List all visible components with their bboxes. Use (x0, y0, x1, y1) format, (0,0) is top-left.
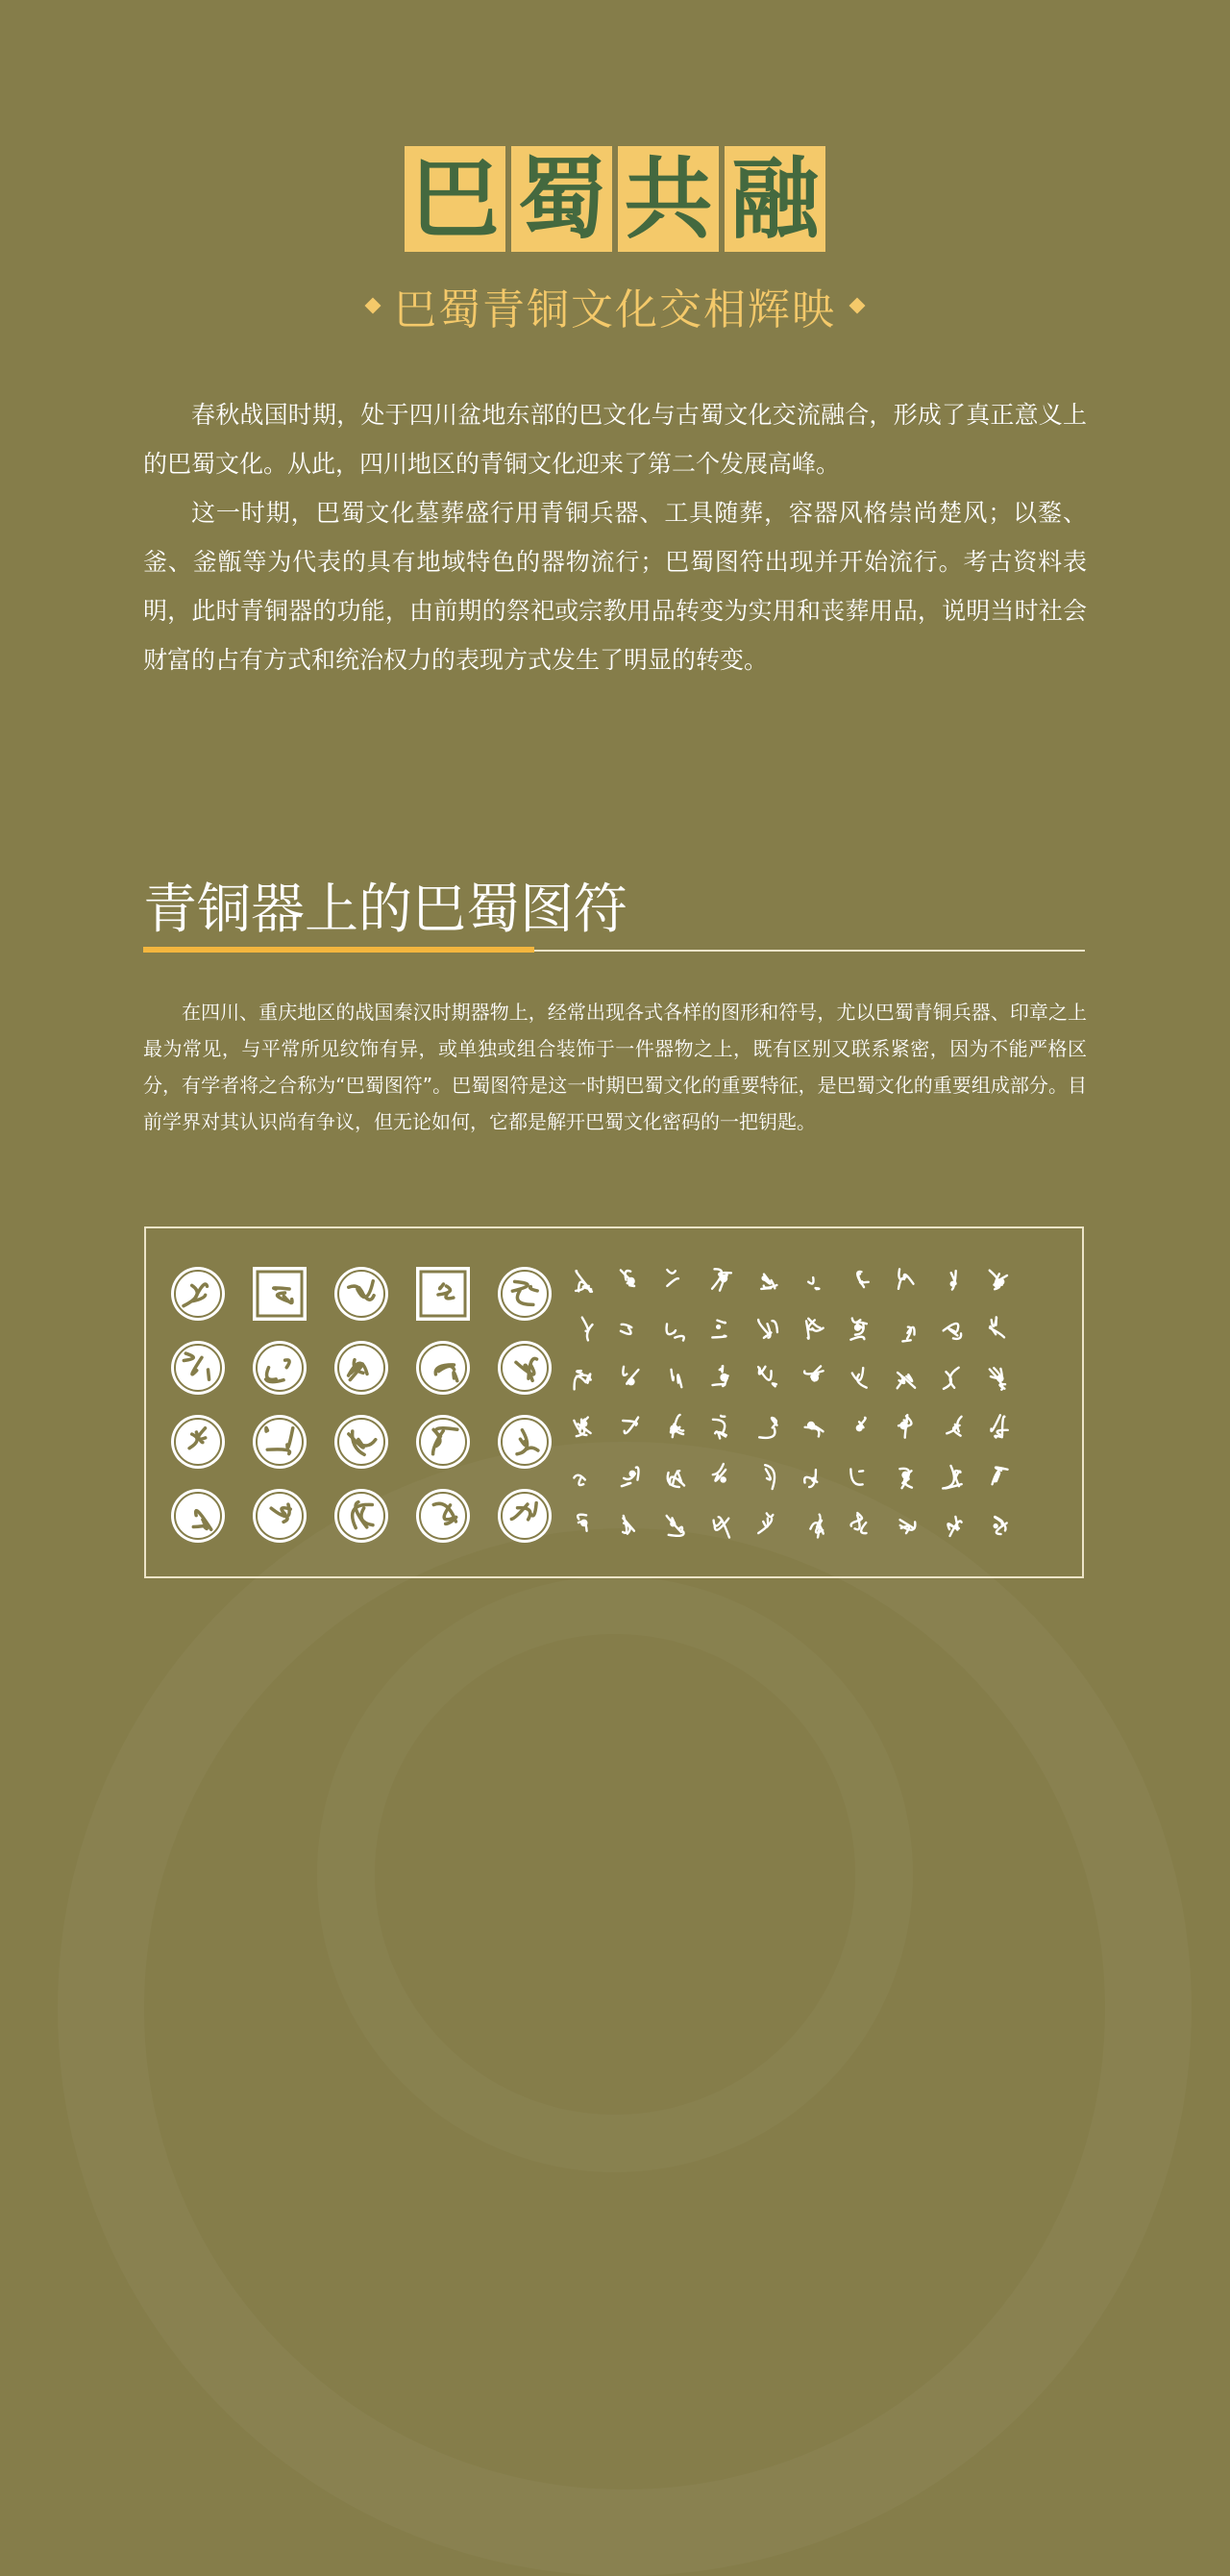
seal-icon (334, 1341, 388, 1395)
glyph-icon (621, 1325, 631, 1334)
subtitle-row (0, 275, 1230, 336)
glyph-icon (900, 1520, 916, 1533)
glyph-icon (990, 1317, 1004, 1337)
section-title: 青铜器上的巴蜀图符 (143, 879, 627, 941)
glyph-icon (947, 1417, 961, 1436)
glyph-icon (622, 1468, 639, 1487)
glyph-icon (898, 1373, 915, 1388)
glyph-icon (804, 1366, 824, 1381)
glyph-icon (667, 1516, 684, 1536)
title-char: 融 (725, 146, 825, 252)
glyph-icon (808, 1277, 819, 1289)
subtitle: 巴蜀青铜文化交相辉映 (394, 285, 836, 334)
glyph-icon (623, 1367, 638, 1386)
seal-icon (253, 1489, 307, 1543)
glyph-icon (667, 1270, 678, 1286)
seal-icon (171, 1341, 225, 1395)
glyph-icon (898, 1415, 911, 1438)
glyph-icon (621, 1270, 635, 1286)
glyph-icon (850, 1469, 863, 1484)
glyph-icon (765, 1465, 775, 1489)
glyph-icon (993, 1517, 1006, 1534)
seal-icon (171, 1267, 225, 1321)
glyph-icon (668, 1471, 684, 1487)
glyph-icon (574, 1418, 590, 1437)
glyph-icon (856, 1418, 866, 1431)
glyph-icon (991, 1415, 1007, 1437)
glyph-icon (902, 1327, 914, 1342)
glyph-icon (805, 1422, 824, 1437)
glyph-icon (950, 1271, 956, 1289)
glyph-icon (852, 1368, 867, 1388)
glyph-icon (993, 1468, 1008, 1485)
glyph-icon (714, 1517, 729, 1537)
seal-icon (416, 1415, 470, 1469)
seal-icon (498, 1341, 552, 1395)
symbols-panel (144, 1226, 1084, 1578)
glyph-icon (850, 1319, 866, 1340)
glyph-icon (713, 1464, 726, 1483)
background-watermark-inner (317, 1576, 913, 2172)
glyph-icon (990, 1271, 1007, 1290)
title-char: 巴 (405, 146, 505, 252)
seal-icon (498, 1415, 552, 1469)
glyph-icon (899, 1469, 912, 1488)
seal-icon (334, 1267, 388, 1321)
glyph-icon (761, 1275, 776, 1289)
glyph-icon (713, 1416, 726, 1439)
seal-icon (416, 1341, 470, 1395)
glyph-icon (804, 1470, 817, 1487)
glyph-icon (898, 1269, 914, 1288)
intro-paragraph: 春秋战国时期，处于四川盆地东部的巴文化与古蜀文化交流融合，形成了真正意义上的巴蜀文化。从此，四川地区的青铜文化迎来了第二个发展高峰。 (143, 401, 1087, 478)
bashu-symbols-illustration (146, 1228, 1082, 1576)
glyph-icon (810, 1515, 823, 1538)
glyph-icon (758, 1367, 776, 1387)
seal-icon (253, 1341, 307, 1395)
glyph-icon (667, 1324, 684, 1340)
seal-icon (498, 1489, 552, 1543)
glyph-icon (851, 1513, 867, 1533)
glyph-icon (574, 1475, 585, 1485)
glyph-icon (575, 1371, 591, 1389)
seal-icon (253, 1267, 307, 1321)
glyph-icon (806, 1319, 824, 1339)
glyph-icon (578, 1515, 587, 1531)
seal-icon (416, 1267, 470, 1321)
seal-icon (334, 1415, 388, 1469)
glyph-icon (944, 1324, 961, 1339)
seal-icon (171, 1415, 225, 1469)
main-title (0, 146, 1230, 252)
glyph-icon (712, 1321, 726, 1338)
title-char: 共 (618, 146, 719, 252)
glyph-icon (944, 1368, 959, 1389)
glyph-icon (670, 1415, 683, 1437)
glyph-icon (990, 1368, 1005, 1390)
glyph-icon (623, 1418, 638, 1434)
glyph-icon (758, 1513, 773, 1533)
glyph-icon (857, 1272, 869, 1287)
seal-icon (171, 1489, 225, 1543)
diamond-icon (849, 298, 866, 314)
background-watermark (58, 1442, 1192, 2576)
glyph-icon (623, 1516, 634, 1534)
seal-icon (253, 1415, 307, 1469)
seal-icon (416, 1489, 470, 1543)
glyph-icon (582, 1318, 593, 1341)
glyph-icon (947, 1517, 961, 1536)
intro-text (143, 390, 1087, 684)
diamond-icon (365, 298, 381, 314)
seal-icon (498, 1267, 552, 1321)
glyph-icon (576, 1271, 592, 1292)
glyph-icon (758, 1320, 777, 1338)
section-text: 在四川、重庆地区的战国秦汉时期器物上，经常出现各式各样的图形和符号，尤以巴蜀青铜兵器、印章之上最为常见，与平常所见纹饰有异，或单独或组合装饰于一件器物之上，既有区别又联系紧密，因为不能严格区分，有学者将之合称为“巴蜀图符”。巴蜀图符是这一时期巴蜀文化的重要特征，是巴蜀文化的重要组成部分。目前学界对其认识尚有争议，但无论如何，它都是解开巴蜀文化密码的一把钥匙。 (143, 1001, 1087, 1133)
glyph-icon (759, 1418, 776, 1438)
title-char: 蜀 (511, 146, 612, 252)
intro-paragraph: 这一时期，巴蜀文化墓葬盛行用青铜兵器、工具随葬，容器风格崇尚楚风；以鍪、釜、釜甑等为代表的具有地域特色的器物流行；巴蜀图符出现并开始流行。考古资料表明，此时青铜器的功能，由前期的祭祀或宗教用品转变为实用和丧葬用品，说明当时社会财富的占有方式和统治权力的表现方式发生了明显的转变。 (143, 499, 1087, 674)
glyph-icon (712, 1366, 728, 1386)
seal-icon (334, 1489, 388, 1543)
section-divider-accent (143, 947, 534, 953)
glyph-icon (712, 1269, 731, 1290)
glyph-icon (672, 1370, 682, 1387)
glyph-icon (943, 1466, 961, 1488)
